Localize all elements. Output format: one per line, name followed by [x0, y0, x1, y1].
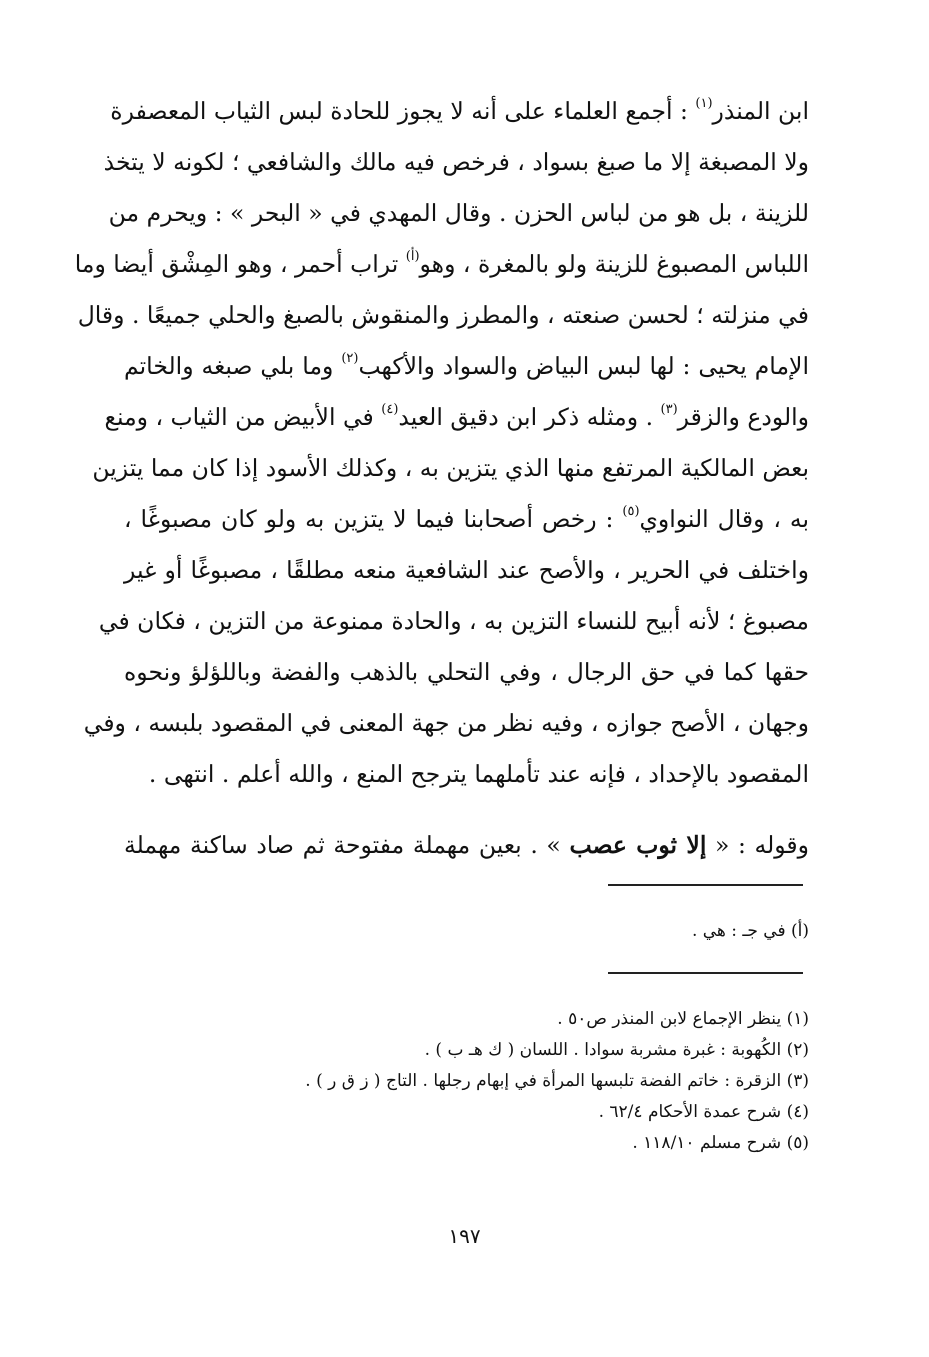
text-line: ولا المصبغة إلا ما صبغ بسواد ، فرخص فيه مالك والشافعي ؛ لكونه لا يتخذ — [103, 148, 809, 176]
footnote-ref[interactable]: (١) — [695, 96, 713, 111]
text-line — [104, 392, 809, 443]
text-span: في الأبيض من الثياب ، ومنع — [104, 403, 382, 431]
text-line: بعض المالكية المرتفع منها الذي يتزين به ، وكذلك الأسود إذا كان مما يتزين — [92, 454, 809, 482]
footnote-ref[interactable]: (٣) — [660, 402, 678, 417]
footnote: (٣) الزقرة : خاتم الفضة تلبسها المرأة في إبهام رجلها . التاج ( ز ق ر ) . — [305, 1071, 809, 1091]
footnote-ref[interactable]: (٢) — [341, 351, 359, 366]
text-line — [110, 86, 809, 137]
editor-note-text: (أ) في جـ : هي . — [691, 921, 809, 941]
text-line — [74, 239, 809, 290]
quoted-hadith-phrase: إلا ثوب عصب — [569, 831, 707, 859]
text-span: وما بلي صبغه والخاتم — [124, 352, 342, 380]
text-line: للزينة ، بل هو من لباس الحزن . وقال المهدي في « البحر » : ويحرم من — [108, 199, 809, 227]
footnote-separator-rule — [608, 972, 803, 974]
text-line — [124, 341, 809, 392]
footnote: (١) ينظر الإجماع لابن المنذر ص٥٠ . — [557, 1009, 809, 1029]
footnote: (٢) الكُهوبة : غبرة مشربة سوادا . اللسان ( ك هـ ب ) . — [424, 1040, 809, 1060]
footnote-ref[interactable]: (٤) — [381, 402, 399, 417]
text-span: الإمام يحيى : لها لبس البياض والسواد والأكهب — [358, 352, 809, 380]
text-line: مصبوغ ؛ لأنه أبيح للنساء التزين به ، والحادة ممنوعة من التزين ، فكان في — [98, 607, 809, 635]
text-span: وقوله : « — [706, 831, 810, 859]
page-number: ١٩٧ — [448, 1224, 481, 1248]
text-span: » . بعين مهملة مفتوحة ثم صاد ساكنة مهملة — [124, 831, 570, 859]
footnote: (٥) شرح مسلم ١١٨/١٠ . — [632, 1133, 809, 1153]
text-span: تراب أحمر ، وهو المِشْق أيضا وما — [74, 250, 406, 278]
text-line: واختلف في الحرير ، والأصح عند الشافعية منعه مطلقًا ، مصبوغًا أو غير — [124, 556, 809, 584]
text-span: : رخص أصحابنا فيما لا يتزين به ولو كان مصبوغًا ، — [124, 505, 623, 533]
text-line: حقها كما في حق الرجال ، وفي التحلي بالذهب والفضة وباللؤلؤ ونحوه — [124, 658, 809, 686]
paragraph-gap — [124, 800, 809, 820]
footnotes — [189, 1004, 809, 1159]
text-span: : أجمع العلماء على أنه لا يجوز للحادة لبس الثياب المعصفرة — [110, 97, 696, 125]
quote-line — [124, 820, 809, 871]
text-span: . ومثله ذكر ابن دقيق العيد — [398, 403, 661, 431]
text-span: والودع والزقر — [677, 403, 809, 431]
text-span: به ، وقال النواوي — [639, 505, 809, 533]
main-text — [74, 86, 810, 871]
footnote-separator-rule — [608, 884, 803, 886]
text-line: في منزلته ؛ لحسن صنعته ، والمطرز والمنقوش بالصبغ والحلي جميعًا . وقال — [77, 301, 809, 329]
footnote: (٤) شرح عمدة الأحكام ٦٢/٤ . — [598, 1102, 809, 1122]
text-line: المقصود بالإحداد ، فإنه عند تأملهما يترجح المنع ، والله أعلم . انتهى . — [148, 760, 809, 788]
text-line — [124, 494, 809, 545]
text-span: ابن المنذر — [712, 97, 809, 125]
editor-note-ref[interactable]: (أ) — [405, 249, 420, 264]
editor-note — [189, 916, 809, 947]
text-span: اللباس المصبوغ للزينة ولو بالمغرة ، وهو — [419, 250, 809, 278]
text-line: وجهان ، الأصح جوازه ، وفيه نظر من جهة المعنى في المقصود بلبسه ، وفي — [83, 709, 809, 737]
footnote-ref[interactable]: (٥) — [622, 504, 640, 519]
